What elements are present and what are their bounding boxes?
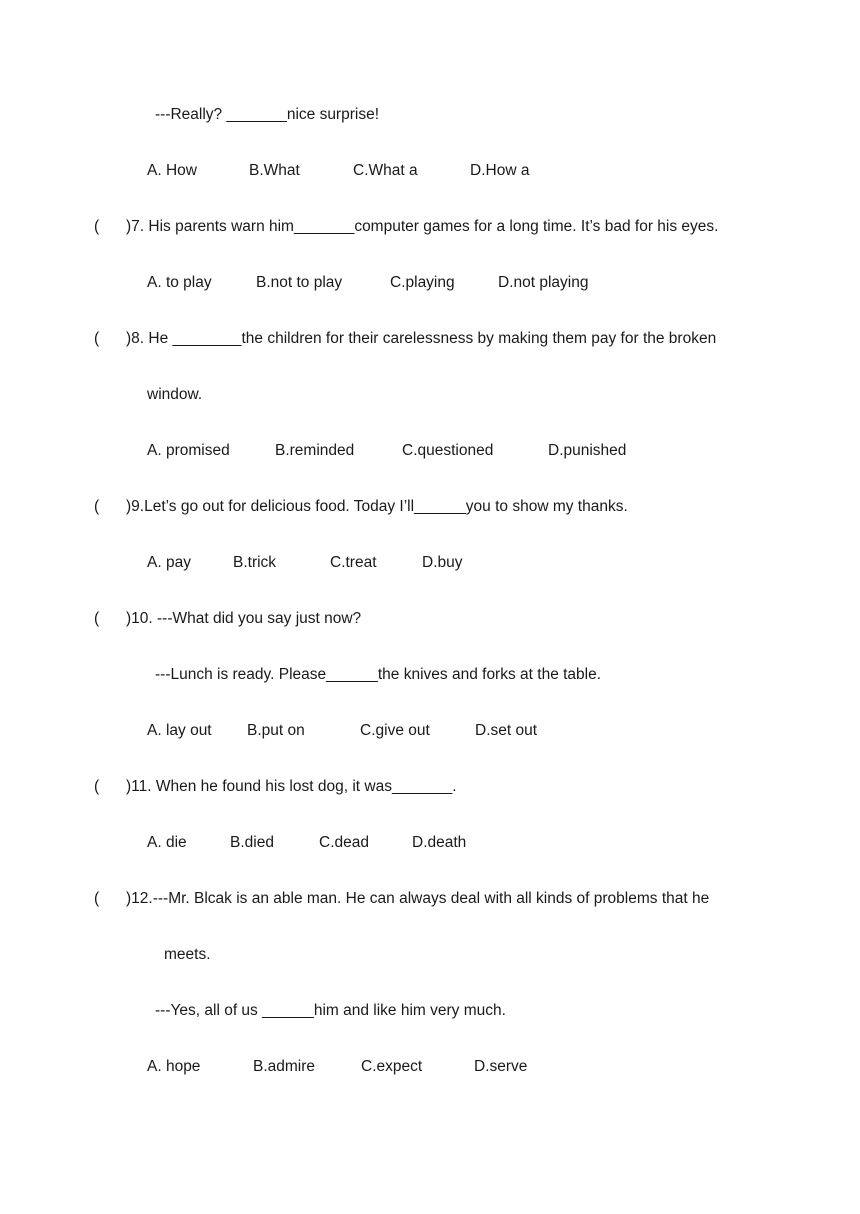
- q10-option-b: B.put on: [247, 722, 305, 739]
- q10-option-c: C.give out: [360, 722, 430, 739]
- q8-answer-paren: (: [94, 330, 100, 347]
- q6-option-b: B.What: [249, 162, 300, 179]
- q8-option-a: A. promised: [147, 442, 230, 459]
- q8-option-c: C.questioned: [402, 442, 494, 459]
- q9-option-c: C.treat: [330, 554, 377, 571]
- q9-stem: )9.Let’s go out for delicious food. Today I’ll______you to show my thanks.: [126, 498, 628, 515]
- q7-stem: )7. His parents warn him_______computer games for a long time. It’s bad for his eyes.: [126, 218, 719, 235]
- q9-answer-paren: (: [94, 498, 100, 515]
- q12-option-c: C.expect: [361, 1058, 423, 1075]
- q11-answer-paren: (: [94, 778, 100, 795]
- q12-response: ---Yes, all of us ______him and like him very much.: [155, 1002, 506, 1019]
- q10-option-d: D.set out: [475, 722, 538, 739]
- q7-answer-paren: (: [94, 218, 100, 235]
- q8-stem-continued: window.: [147, 386, 203, 403]
- q8-stem: )8. He ________the children for their carelessness by making them pay for the broken: [126, 330, 717, 347]
- q12-answer-paren: (: [94, 890, 100, 907]
- q7-option-c: C.playing: [390, 274, 455, 291]
- q11-option-c: C.dead: [319, 834, 369, 851]
- q9-option-b: B.trick: [233, 554, 277, 571]
- q6-response: ---Really? _______nice surprise!: [155, 106, 380, 123]
- q11-option-d: D.death: [412, 834, 467, 851]
- q9-option-a: A. pay: [147, 554, 191, 571]
- q9-option-d: D.buy: [422, 554, 463, 571]
- q11-stem: )11. When he found his lost dog, it was_______.: [126, 778, 457, 795]
- q11-option-b: B.died: [230, 834, 274, 851]
- q12-option-a: A. hope: [147, 1058, 201, 1075]
- q8-option-d: D.punished: [548, 442, 627, 459]
- q12-stem: )12.---Mr. Blcak is an able man. He can always deal with all kinds of problems that he: [126, 890, 710, 907]
- q12-option-b: B.admire: [253, 1058, 316, 1075]
- q7-option-a: A. to play: [147, 274, 212, 291]
- q6-option-d: D.How a: [470, 162, 530, 179]
- q10-answer-paren: (: [94, 610, 100, 627]
- q12-option-d: D.serve: [474, 1058, 528, 1075]
- q7-option-d: D.not playing: [498, 274, 589, 291]
- q10-option-a: A. lay out: [147, 722, 212, 739]
- q10-stem: )10. ---What did you say just now?: [126, 610, 362, 627]
- q8-option-b: B.reminded: [275, 442, 355, 459]
- q6-option-a: A. How: [147, 162, 197, 179]
- q7-option-b: B.not to play: [256, 274, 343, 291]
- q12-stem-continued: meets.: [164, 946, 211, 963]
- q6-option-c: C.What a: [353, 162, 418, 179]
- q11-option-a: A. die: [147, 834, 187, 851]
- q10-response: ---Lunch is ready. Please______the knives and forks at the table.: [155, 666, 602, 683]
